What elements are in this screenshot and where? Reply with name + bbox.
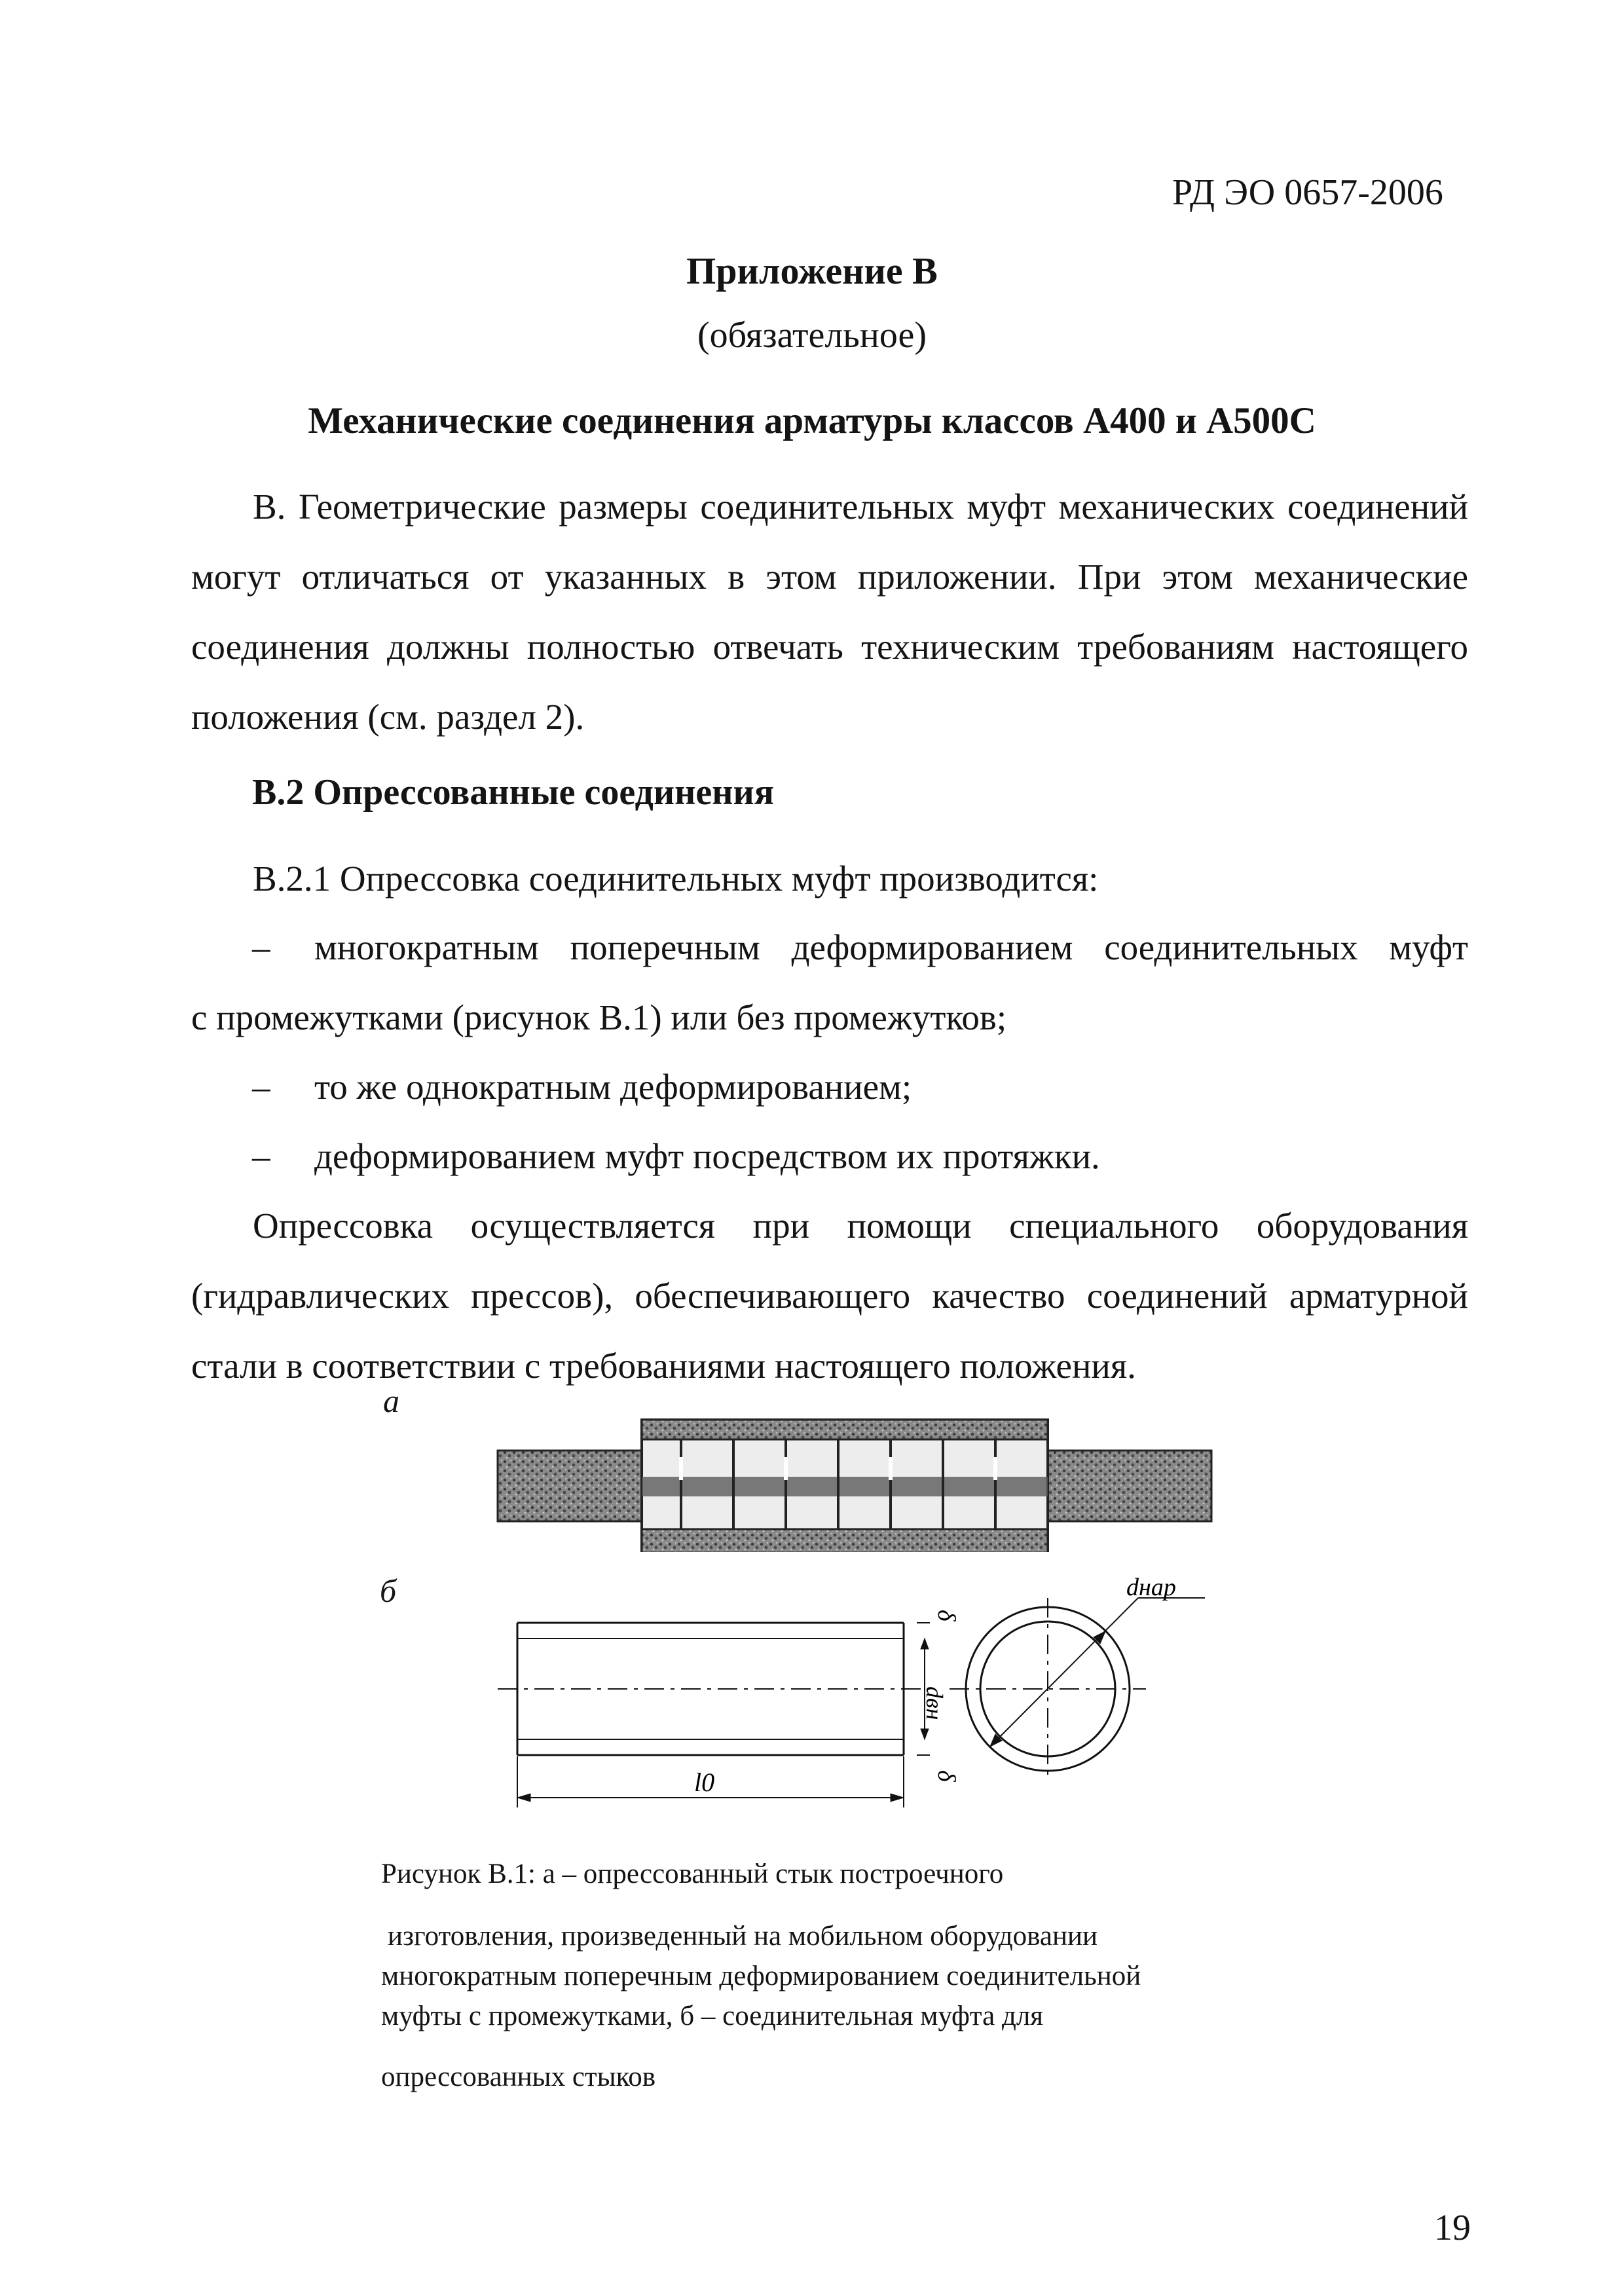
list-item: – то же однократным деформированием; — [252, 1052, 1468, 1122]
sleeve-cross-section — [950, 1598, 1205, 1781]
figure-label-a: а — [383, 1382, 399, 1419]
figure-caption-line: Рисунок В.1: а – опрессованный стык построечного — [381, 1859, 1004, 1889]
coupling-sleeve — [642, 1420, 1048, 1552]
dim-delta-bottom: δ — [932, 1770, 960, 1782]
appendix-section-title: Механические соединения арматуры классов А400 и А500С — [308, 400, 1316, 441]
section-b2-heading: В.2 Опрессованные соединения — [252, 772, 775, 813]
rebar-left — [498, 1451, 648, 1521]
figure-caption-line: опрессованных стыков — [381, 2062, 656, 2092]
pressed-joint-drawing — [485, 1395, 1225, 1552]
figure-caption-line: изготовления, произведенный на мобильном оборудовании — [388, 1921, 1098, 1952]
dim-outer-diameter: dнар — [1126, 1574, 1176, 1601]
list-item: – многократным поперечным деформированием соединительных муфт — [252, 912, 1468, 982]
list-dash: – — [252, 927, 270, 967]
dim-inner-diameter: dвн — [921, 1686, 948, 1720]
list-dash: – — [252, 1136, 270, 1176]
list-dash: – — [252, 1067, 270, 1107]
figure-label-b: б — [380, 1572, 397, 1609]
dim-delta-top: δ — [932, 1610, 960, 1621]
appendix-title: Приложение В — [686, 250, 938, 292]
page-number: 19 — [1434, 2208, 1471, 2248]
pressing-paragraph: Опрессовка осуществляется при помощи специального оборудования (гидравлических прессов), обеспечивающего качество соединений арматурной стали в соответствии с требованиями настоящего положения. — [191, 1206, 1468, 1386]
figure-caption-line: муфты с промежутками, б – соединительная муфта для — [381, 2001, 1044, 2031]
dim-length: l0 — [694, 1768, 715, 1797]
figure-caption-line: многократным поперечным деформированием соединительной — [381, 1961, 1141, 1991]
list-item-continuation: с промежутками (рисунок В.1) или без промежутков; — [191, 997, 1007, 1037]
clause-b21: В.2.1 Опрессовка соединительных муфт производится: — [253, 859, 1099, 898]
document-code: РД ЭО 0657-2006 — [1172, 172, 1443, 213]
rebar-right — [1041, 1451, 1211, 1521]
list-item: – деформированием муфт посредством их протяжки. — [252, 1121, 1468, 1191]
appendix-subtitle: (обязательное) — [697, 315, 927, 356]
intro-paragraph: В. Геометрические размеры соединительных муфт механических соединений могут отличаться от указанных в этом приложении. При этом механические соединения должны полностью отвечать техническим требованиям настоящего положения (см. раздел 2). — [191, 487, 1468, 737]
coupling-dimension-drawing — [498, 1572, 1231, 1827]
